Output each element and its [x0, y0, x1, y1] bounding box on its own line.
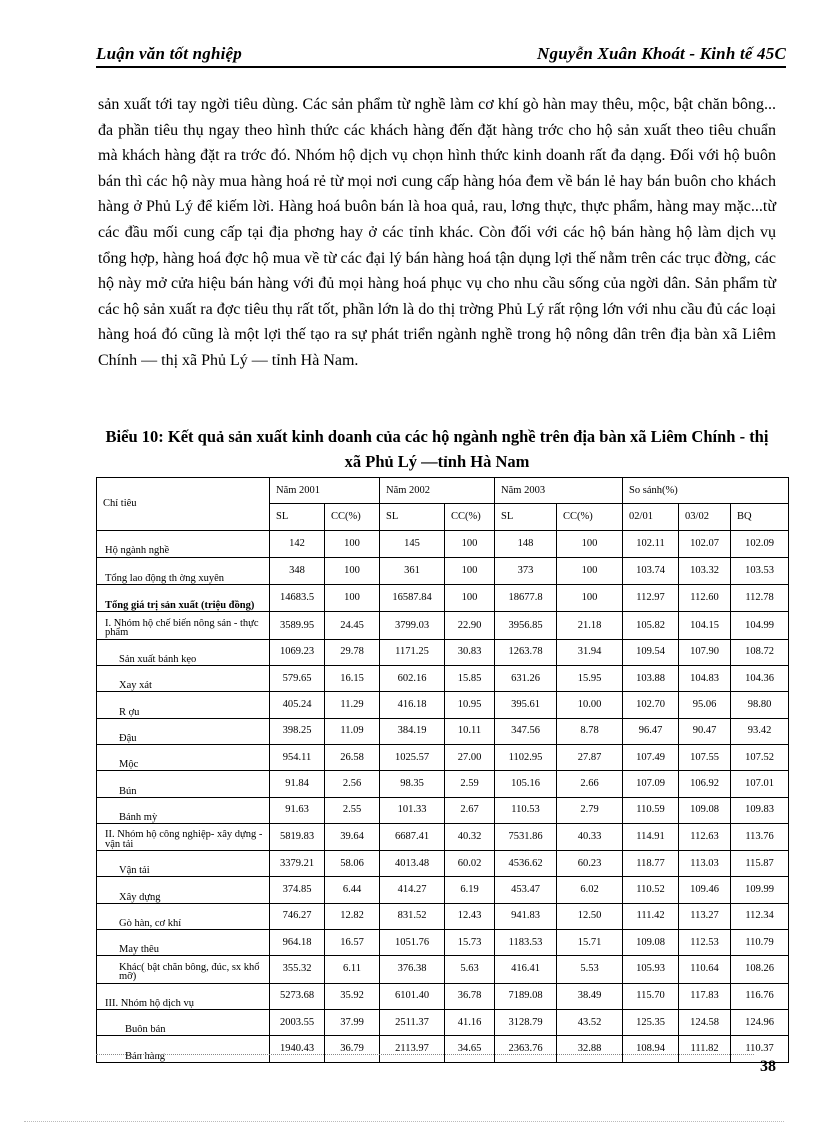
value-cell: 103.53: [731, 557, 789, 584]
value-cell: 110.52: [623, 877, 679, 903]
subheader-cell: 02/01: [623, 504, 679, 530]
value-cell: 90.47: [679, 718, 731, 744]
value-cell: 98.35: [380, 771, 445, 797]
value-cell: 16587.84: [380, 585, 445, 612]
value-cell: 405.24: [270, 692, 325, 718]
column-group-comparison: So sánh(%): [623, 478, 789, 504]
value-cell: 60.02: [445, 851, 495, 877]
value-cell: 102.07: [679, 530, 731, 557]
value-cell: 5819.83: [270, 823, 325, 850]
value-cell: 110.59: [623, 797, 679, 823]
value-cell: 3128.79: [495, 1009, 557, 1035]
value-cell: 31.94: [557, 639, 623, 665]
row-label: Khác( bật chăn bông, đúc, sx khổ mỡ): [97, 956, 270, 983]
value-cell: 107.52: [731, 744, 789, 770]
value-cell: 41.16: [445, 1009, 495, 1035]
value-cell: 39.64: [325, 823, 380, 850]
value-cell: 7531.86: [495, 823, 557, 850]
value-cell: 103.88: [623, 666, 679, 692]
value-cell: 110.79: [731, 930, 789, 956]
value-cell: 1051.76: [380, 930, 445, 956]
value-cell: 37.99: [325, 1009, 380, 1035]
value-cell: 105.82: [623, 612, 679, 639]
table-row: [97, 823, 789, 850]
value-cell: 104.99: [731, 612, 789, 639]
value-cell: 93.42: [731, 718, 789, 744]
table-row: [97, 877, 789, 903]
table-row: [97, 930, 789, 956]
value-cell: 110.53: [495, 797, 557, 823]
value-cell: 109.54: [623, 639, 679, 665]
value-cell: 112.97: [623, 585, 679, 612]
value-cell: 100: [445, 585, 495, 612]
value-cell: 4536.62: [495, 851, 557, 877]
value-cell: 2.55: [325, 797, 380, 823]
value-cell: 15.85: [445, 666, 495, 692]
value-cell: 373: [495, 557, 557, 584]
value-cell: 374.85: [270, 877, 325, 903]
value-cell: 101.33: [380, 797, 445, 823]
value-cell: 109.83: [731, 797, 789, 823]
column-group-2003: Năm 2003: [495, 478, 623, 504]
value-cell: 95.06: [679, 692, 731, 718]
value-cell: 91.84: [270, 771, 325, 797]
value-cell: 2003.55: [270, 1009, 325, 1035]
column-group-2002: Năm 2002: [380, 478, 495, 504]
value-cell: 602.16: [380, 666, 445, 692]
value-cell: 14683.5: [270, 585, 325, 612]
subheader-cell: 03/02: [679, 504, 731, 530]
row-label: I. Nhóm hộ chế biến nông sản - thực phẩm: [97, 612, 270, 639]
value-cell: 3379.21: [270, 851, 325, 877]
value-cell: 107.90: [679, 639, 731, 665]
value-cell: 3956.85: [495, 612, 557, 639]
value-cell: 2.66: [557, 771, 623, 797]
value-cell: 2.67: [445, 797, 495, 823]
value-cell: 2.56: [325, 771, 380, 797]
value-cell: 91.63: [270, 797, 325, 823]
table-row: [97, 612, 789, 639]
row-label: Xây dựng: [97, 877, 270, 903]
value-cell: 60.23: [557, 851, 623, 877]
table-row: [97, 1036, 789, 1062]
table-header-row: [97, 478, 789, 504]
value-cell: 18677.8: [495, 585, 557, 612]
value-cell: 107.49: [623, 744, 679, 770]
value-cell: 40.32: [445, 823, 495, 850]
value-cell: 113.76: [731, 823, 789, 850]
table-row: [97, 666, 789, 692]
row-label: Gò hàn, cơ khí: [97, 903, 270, 929]
table-row: [97, 557, 789, 584]
value-cell: 10.00: [557, 692, 623, 718]
row-label: Bánh mỳ: [97, 797, 270, 823]
value-cell: 6687.41: [380, 823, 445, 850]
row-label: Đậu: [97, 718, 270, 744]
value-cell: 376.38: [380, 956, 445, 983]
value-cell: 5.53: [557, 956, 623, 983]
value-cell: 100: [445, 530, 495, 557]
value-cell: 1263.78: [495, 639, 557, 665]
value-cell: 11.29: [325, 692, 380, 718]
subheader-cell: SL: [495, 504, 557, 530]
row-label: Tổng giá trị sản xuất (triệu đồng): [97, 585, 270, 612]
row-label: R ợu: [97, 692, 270, 718]
value-cell: 398.25: [270, 718, 325, 744]
value-cell: 964.18: [270, 930, 325, 956]
value-cell: 113.03: [679, 851, 731, 877]
value-cell: 6.11: [325, 956, 380, 983]
value-cell: 7189.08: [495, 983, 557, 1009]
value-cell: 1069.23: [270, 639, 325, 665]
value-cell: 24.45: [325, 612, 380, 639]
value-cell: 6101.40: [380, 983, 445, 1009]
value-cell: 107.01: [731, 771, 789, 797]
value-cell: 12.50: [557, 903, 623, 929]
value-cell: 12.43: [445, 903, 495, 929]
value-cell: 746.27: [270, 903, 325, 929]
value-cell: 110.64: [679, 956, 731, 983]
value-cell: 1171.25: [380, 639, 445, 665]
value-cell: 114.91: [623, 823, 679, 850]
value-cell: 29.78: [325, 639, 380, 665]
value-cell: 2511.37: [380, 1009, 445, 1035]
table-row: [97, 692, 789, 718]
value-cell: 10.95: [445, 692, 495, 718]
value-cell: 107.55: [679, 744, 731, 770]
value-cell: 10.11: [445, 718, 495, 744]
value-cell: 124.96: [731, 1009, 789, 1035]
table-row: [97, 718, 789, 744]
value-cell: 36.79: [325, 1036, 380, 1062]
value-cell: 100: [557, 530, 623, 557]
value-cell: 112.78: [731, 585, 789, 612]
table-row: [97, 797, 789, 823]
value-cell: 36.78: [445, 983, 495, 1009]
value-cell: 15.95: [557, 666, 623, 692]
subheader-cell: SL: [380, 504, 445, 530]
value-cell: 112.53: [679, 930, 731, 956]
value-cell: 1025.57: [380, 744, 445, 770]
subheader-cell: CC(%): [325, 504, 380, 530]
value-cell: 416.41: [495, 956, 557, 983]
value-cell: 102.11: [623, 530, 679, 557]
value-cell: 361: [380, 557, 445, 584]
value-cell: 100: [325, 557, 380, 584]
value-cell: 27.87: [557, 744, 623, 770]
value-cell: 109.46: [679, 877, 731, 903]
value-cell: 453.47: [495, 877, 557, 903]
body-paragraph: sản xuất tới tay ngời tiêu dùng. Các sản phẩm từ nghề làm cơ khí gò hàn may thêu, mộc, bật chăn bông... đa phần tiêu thụ ngay theo hình thức các khách hàng đến đặt hàng trớc cho hộ sản xuất theo tiêu chuẩn mà khách hàng đặt ra trớc đó. Nhóm hộ dịch vụ chọn hình thức kinh doanh rất đa dạng. Đối với hộ buôn bán thì các hộ này mua hàng hoá rẻ từ mọi nơi cung cấp hàng hóa đem về bán lẻ hay bán buôn cho khách hàng ở Phủ Lý để kiếm lời. Hàng hoá buôn bán là hoa quả, rau, lơng thực, thực phẩm, hàng may mặc...từ các đầu mối cung cấp tại địa phơng hay ở các tỉnh khác. Còn đối với các hộ bán hàng hộ làm dịch vụ tổng hợp, hàng hoá đợc hộ mua về từ các đại lý bán hàng hoá tận dụng lợi thế nằm trên các trục đờng, các hộ này mở cửa hiệu bán hàng với đủ mọi hàng hoá phục vụ cho nhu cầu sống của ngời dân. Sản phẩm từ các hộ sản xuất ra đợc tiêu thụ rất tốt, phần lớn là do thị trờng Phủ Lý rất rộng lớn với nhu cầu đủ các loại hàng hoá đó cũng là một lợi thế tạo ra sự phát triển ngành nghề trong hộ nông dân trên địa bàn xã Liêm Chính — thị xã Phủ Lý — tỉnh Hà Nam.: [98, 96, 776, 369]
value-cell: 579.65: [270, 666, 325, 692]
value-cell: 21.18: [557, 612, 623, 639]
table-caption: Biểu 10: Kết quả sản xuất kinh doanh của các hộ ngành nghề trên địa bàn xã Liêm Chính - thị xã Phủ Lý —tỉnh Hà Nam: [105, 427, 769, 471]
value-cell: 43.52: [557, 1009, 623, 1035]
value-cell: 115.70: [623, 983, 679, 1009]
value-cell: 12.82: [325, 903, 380, 929]
table-row: [97, 983, 789, 1009]
value-cell: 100: [557, 557, 623, 584]
header-thesis-title: Luận văn tốt nghiệp: [96, 44, 242, 63]
value-cell: 142: [270, 530, 325, 557]
value-cell: 112.34: [731, 903, 789, 929]
column-header-indicator: Chỉ tiêu: [97, 478, 270, 531]
value-cell: 5.63: [445, 956, 495, 983]
value-cell: 108.72: [731, 639, 789, 665]
table-row: [97, 585, 789, 612]
value-cell: 2113.97: [380, 1036, 445, 1062]
row-label: Sản xuất bánh kẹo: [97, 639, 270, 665]
value-cell: 5273.68: [270, 983, 325, 1009]
value-cell: 26.58: [325, 744, 380, 770]
value-cell: 145: [380, 530, 445, 557]
row-label: III. Nhóm hộ dịch vụ: [97, 983, 270, 1009]
value-cell: 118.77: [623, 851, 679, 877]
value-cell: 103.32: [679, 557, 731, 584]
value-cell: 1183.53: [495, 930, 557, 956]
value-cell: 115.87: [731, 851, 789, 877]
value-cell: 414.27: [380, 877, 445, 903]
value-cell: 2.59: [445, 771, 495, 797]
value-cell: 104.15: [679, 612, 731, 639]
row-label: Tổng lao động th ờng xuyên: [97, 557, 270, 584]
value-cell: 106.92: [679, 771, 731, 797]
value-cell: 102.70: [623, 692, 679, 718]
value-cell: 6.19: [445, 877, 495, 903]
value-cell: 384.19: [380, 718, 445, 744]
value-cell: 395.61: [495, 692, 557, 718]
value-cell: 148: [495, 530, 557, 557]
row-label: Hộ ngành nghề: [97, 530, 270, 557]
value-cell: 102.09: [731, 530, 789, 557]
value-cell: 96.47: [623, 718, 679, 744]
footer-divider: [96, 1054, 754, 1055]
value-cell: 6.44: [325, 877, 380, 903]
value-cell: 125.35: [623, 1009, 679, 1035]
table-row: [97, 851, 789, 877]
table-row: [97, 956, 789, 983]
value-cell: 98.80: [731, 692, 789, 718]
value-cell: 954.11: [270, 744, 325, 770]
value-cell: 631.26: [495, 666, 557, 692]
subheader-cell: SL: [270, 504, 325, 530]
value-cell: 100: [557, 585, 623, 612]
row-label: Mộc: [97, 744, 270, 770]
value-cell: 6.02: [557, 877, 623, 903]
value-cell: 15.71: [557, 930, 623, 956]
value-cell: 35.92: [325, 983, 380, 1009]
value-cell: 110.37: [731, 1036, 789, 1062]
results-table: [96, 477, 789, 1063]
value-cell: 103.74: [623, 557, 679, 584]
value-cell: 3799.03: [380, 612, 445, 639]
value-cell: 109.99: [731, 877, 789, 903]
row-label: Xay xát: [97, 666, 270, 692]
table-row: [97, 530, 789, 557]
value-cell: 108.94: [623, 1036, 679, 1062]
value-cell: 108.26: [731, 956, 789, 983]
value-cell: 22.90: [445, 612, 495, 639]
value-cell: 4013.48: [380, 851, 445, 877]
page-number: 38: [760, 1058, 776, 1075]
table-body: [97, 530, 789, 1062]
value-cell: 105.16: [495, 771, 557, 797]
table-row: [97, 903, 789, 929]
value-cell: 107.09: [623, 771, 679, 797]
value-cell: 112.63: [679, 823, 731, 850]
table-row: [97, 744, 789, 770]
value-cell: 40.33: [557, 823, 623, 850]
row-label: Bún: [97, 771, 270, 797]
table-row: [97, 639, 789, 665]
value-cell: 100: [445, 557, 495, 584]
value-cell: 355.32: [270, 956, 325, 983]
value-cell: 111.82: [679, 1036, 731, 1062]
subheader-cell: CC(%): [445, 504, 495, 530]
value-cell: 100: [325, 585, 380, 612]
value-cell: 348: [270, 557, 325, 584]
value-cell: 1940.43: [270, 1036, 325, 1062]
value-cell: 2.79: [557, 797, 623, 823]
value-cell: 104.36: [731, 666, 789, 692]
row-label: Buôn bán: [97, 1009, 270, 1035]
subheader-cell: CC(%): [557, 504, 623, 530]
value-cell: 16.57: [325, 930, 380, 956]
value-cell: 117.83: [679, 983, 731, 1009]
page-header: [96, 44, 786, 68]
value-cell: 1102.95: [495, 744, 557, 770]
value-cell: 8.78: [557, 718, 623, 744]
value-cell: 16.15: [325, 666, 380, 692]
table-row: [97, 1009, 789, 1035]
row-label: Vận tải: [97, 851, 270, 877]
value-cell: 15.73: [445, 930, 495, 956]
column-group-2001: Năm 2001: [270, 478, 380, 504]
subheader-cell: BQ: [731, 504, 789, 530]
value-cell: 11.09: [325, 718, 380, 744]
value-cell: 124.58: [679, 1009, 731, 1035]
value-cell: 27.00: [445, 744, 495, 770]
row-label: May thêu: [97, 930, 270, 956]
value-cell: 831.52: [380, 903, 445, 929]
value-cell: 34.65: [445, 1036, 495, 1062]
value-cell: 347.56: [495, 718, 557, 744]
value-cell: 113.27: [679, 903, 731, 929]
value-cell: 111.42: [623, 903, 679, 929]
row-label: II. Nhóm hộ công nghiệp- xây dựng - vận tải: [97, 823, 270, 850]
value-cell: 32.88: [557, 1036, 623, 1062]
value-cell: 105.93: [623, 956, 679, 983]
value-cell: 104.83: [679, 666, 731, 692]
value-cell: 416.18: [380, 692, 445, 718]
value-cell: 116.76: [731, 983, 789, 1009]
value-cell: 109.08: [679, 797, 731, 823]
header-author: Nguyễn Xuân Khoát - Kinh tế 45C: [537, 44, 786, 63]
table-row: [97, 771, 789, 797]
value-cell: 30.83: [445, 639, 495, 665]
value-cell: 3589.95: [270, 612, 325, 639]
value-cell: 58.06: [325, 851, 380, 877]
value-cell: 112.60: [679, 585, 731, 612]
value-cell: 109.08: [623, 930, 679, 956]
row-label: Bán hàng: [97, 1036, 270, 1062]
page-bottom-divider: [24, 1121, 784, 1122]
value-cell: 100: [325, 530, 380, 557]
value-cell: 38.49: [557, 983, 623, 1009]
value-cell: 941.83: [495, 903, 557, 929]
value-cell: 2363.76: [495, 1036, 557, 1062]
